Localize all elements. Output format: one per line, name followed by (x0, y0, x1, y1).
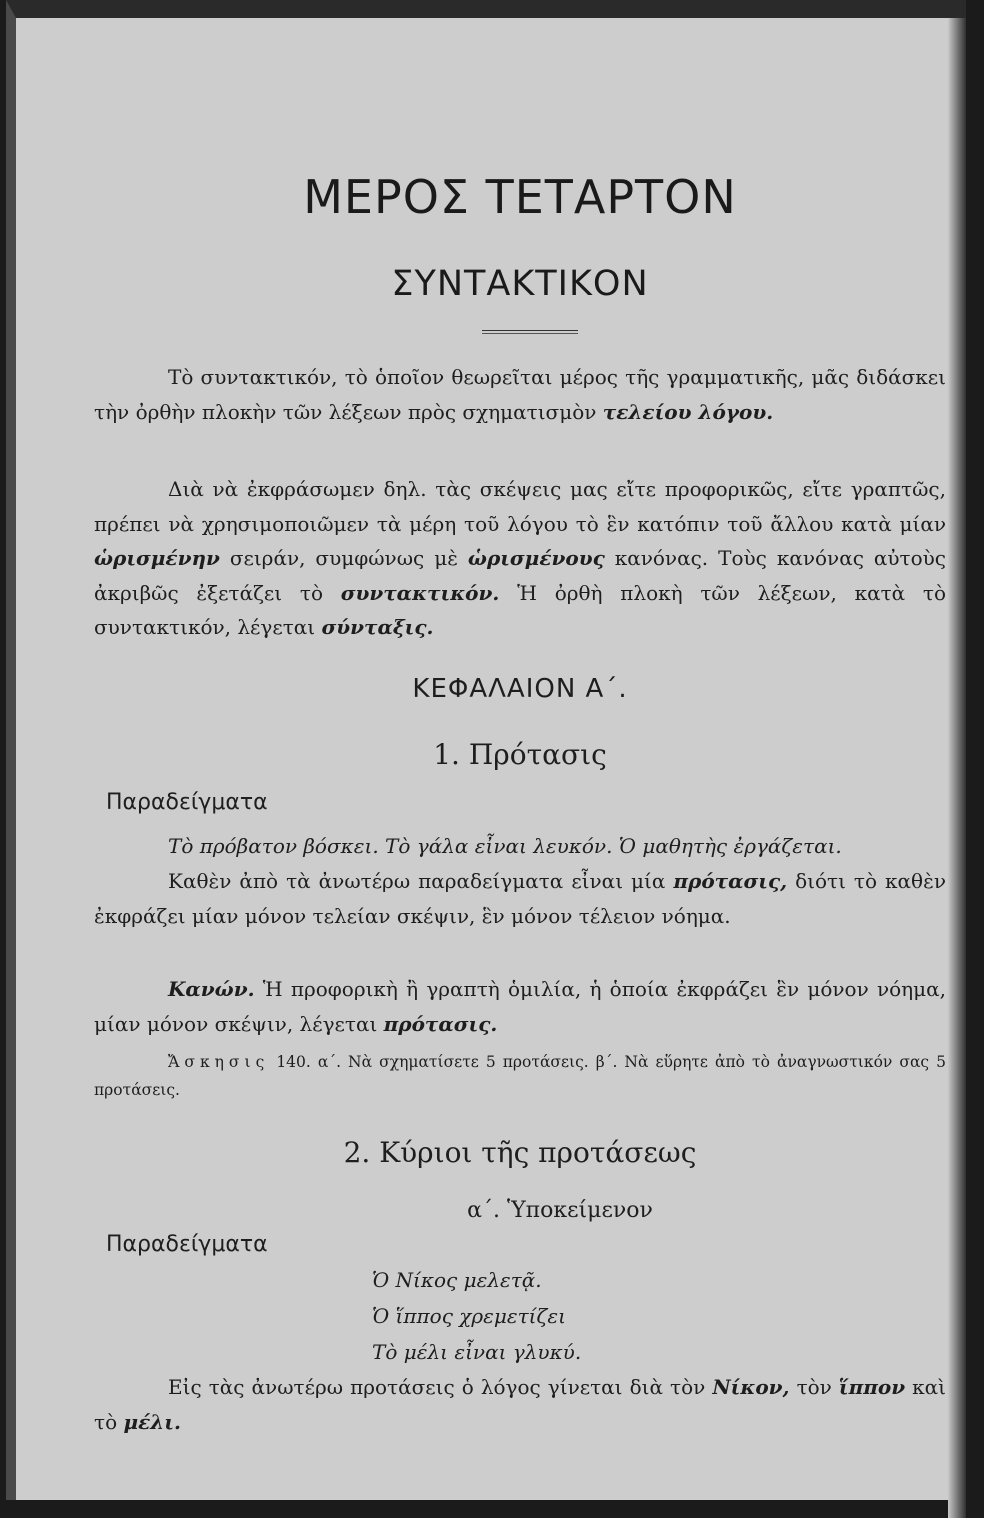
example-line-1: Ὁ Νίκος μελετᾷ. (372, 1268, 542, 1292)
book-spine (948, 18, 966, 1518)
section-2-subtitle: α΄. Ὑποκείμενον (467, 1198, 653, 1223)
example-line-3: Τὸ μέλι εἶναι γλυκύ. (372, 1340, 582, 1364)
chapter-title: ΚΕΦΑΛΑΙΟΝ Α΄. (412, 674, 628, 704)
intro-paragraph-2: Διὰ νὰ ἐκφράσωμεν δηλ. τὰς σκέψεις μας εἴτε προφορικῶς, εἴτε γραπτῶς, πρέπει νὰ χρησιμοποιῶμεν τὰ μέρη τοῦ λόγου τὸ ἓν κατόπιν τοῦ ἄλλου κατὰ μίαν ὡρισμένην σειράν, συμφώνως μὲ ὡρισμένους κανόνας. Τοὺς κανόνας αὐτοὺς ἀκριβῶς ἐξετάζει τὸ συντακτικόν. Ἡ ὀρθὴ πλοκὴ τῶν λέξεων, κατὰ τὸ συντακτικόν, λέγεται σύνταξις. (94, 477, 946, 639)
section-1-examples-label: Παραδείγματα (106, 790, 268, 815)
exercise-label: Ἄσκησις (168, 1053, 270, 1071)
part-title: ΜΕΡΟΣ ΤΕΤΑΡΤΟΝ (303, 170, 737, 224)
section-1-title: 1. Πρότασις (433, 738, 607, 771)
emphasis-syntax-term: συντακτικόν. (340, 580, 500, 605)
section-1-rule: Κανών. Ἡ προφορικὴ ἢ γραπτὴ ὁμιλία, ἡ ὁποία ἐκφράζει ἓν μόνον νόημα, μίαν μόνον σκέψιν, λέγεται πρότασις. (94, 977, 946, 1036)
section-2-paragraph: Εἰς τὰς ἀνωτέρω προτάσεις ὁ λόγος γίνεται διὰ τὸν Νίκον, τὸν ἵππον καὶ τὸ μέλι. (94, 1375, 947, 1434)
emphasis-meli: μέλι. (123, 1409, 181, 1434)
section-1-exercise: Ἄσκησις 140. α΄. Νὰ σχηματίσετε 5 προτάσεις. β΄. Νὰ εὕρητε ἀπὸ τὸ ἀναγνωστικόν σας 5 προτάσεις. (94, 1053, 946, 1099)
rule-label: Κανών. (168, 977, 255, 1001)
intro-paragraph-1: Τὸ συντακτικόν, τὸ ὁποῖον θεωρεῖται μέρος τῆς γραμματικῆς, μᾶς διδάσκει τὴν ὀρθὴν πλοκὴν τῶν λέξεων πρὸς σχηματισμὸν τελείου λόγου. (94, 365, 946, 424)
emphasis-complete-speech: τελείου λόγου. (602, 399, 774, 424)
emphasis-syntaxis: σύνταξις. (321, 615, 434, 639)
emphasis-definite: ὡρισμένην (94, 546, 220, 570)
section-1-examples: Τὸ πρόβατον βόσκει. Τὸ γάλα εἶναι λευκόν. Ὁ μαθητὴς ἐργάζεται. (168, 834, 842, 858)
emphasis-protasis: πρότασις, (673, 869, 788, 893)
emphasis-protasis-rule: πρότασις. (383, 1011, 498, 1036)
section-1-paragraph: Καθὲν ἀπὸ τὰ ἀνωτέρω παραδείγματα εἶναι μία πρότασις, διότι τὸ καθὲν ἐκφράζει μίαν μόνον τελείαν σκέψιν, ἓν μόνον τέλειον νόημα. (94, 869, 946, 928)
book-page (6, 0, 966, 1500)
section-2-title: 2. Κύριοι τῆς προτάσεως (343, 1136, 697, 1169)
emphasis-definite-rules: ὡρισμένους (467, 546, 605, 570)
emphasis-ippon: ἵππον (838, 1375, 906, 1399)
example-line-2: Ὁ ἵππος χρεμετίζει (372, 1304, 566, 1328)
emphasis-nikon: Νίκον, (712, 1375, 790, 1399)
title-divider (482, 330, 578, 334)
section-2-examples-label: Παραδείγματα (106, 1232, 268, 1257)
part-subtitle: ΣΥΝΤΑΚΤΙΚΟΝ (391, 264, 649, 304)
